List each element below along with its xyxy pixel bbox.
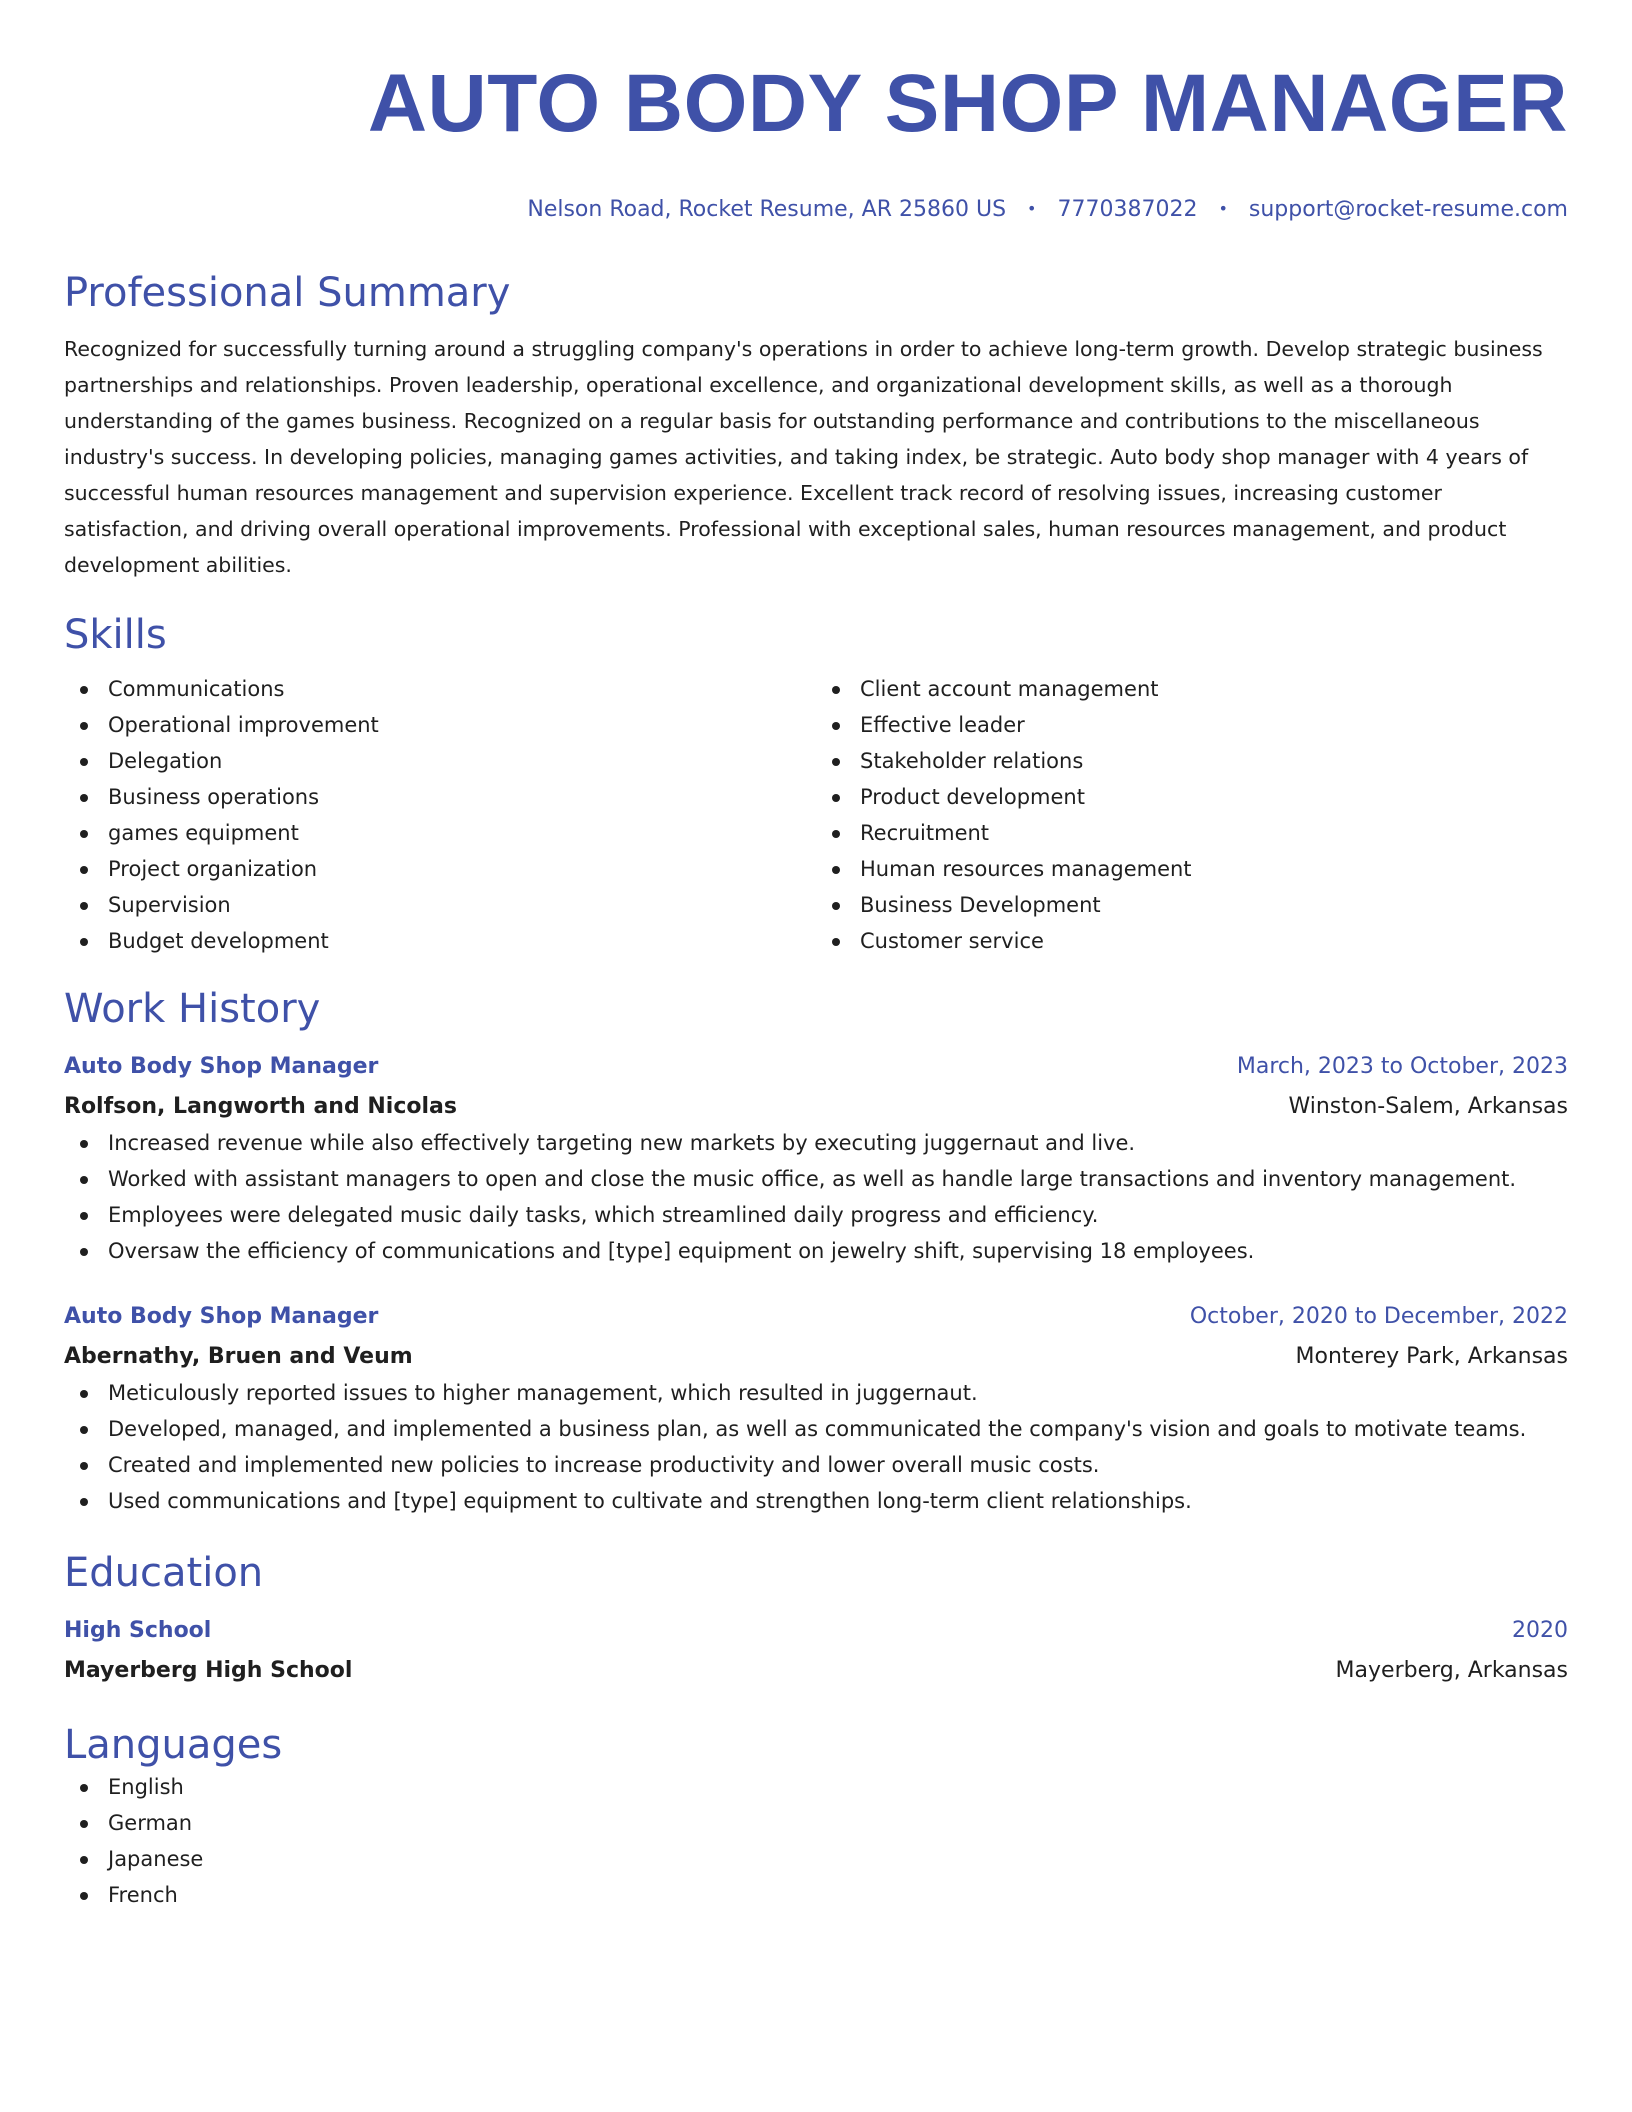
job-dates: March, 2023 to October, 2023 — [1236, 1054, 1568, 1079]
skill-item: Business Development — [816, 887, 1568, 923]
education-subheader — [64, 1653, 1568, 1689]
contact-email: support@rocket-resume.com — [1248, 197, 1568, 222]
contact-address: Nelson Road, Rocket Resume, AR 25860 US — [527, 197, 1007, 222]
languages-heading: Languages — [64, 1722, 283, 1768]
language-item: German — [64, 1805, 1568, 1841]
skill-item: Supervision — [64, 887, 816, 923]
job-bullets — [64, 1375, 1568, 1519]
education-entry — [64, 1613, 1568, 1689]
job-bullet: Worked with assistant managers to open and close the music office, as well as handle large transactions and inventory management. — [64, 1161, 1568, 1197]
job-bullet: Employees were delegated music daily tasks, which streamlined daily progress and efficiency. — [64, 1197, 1568, 1233]
job-location: Monterey Park, Arkansas — [1295, 1344, 1568, 1369]
education-header — [64, 1613, 1568, 1649]
skill-item: Business operations — [64, 779, 816, 815]
skill-item: Recruitment — [816, 815, 1568, 851]
contact-phone: 7770387022 — [1057, 197, 1198, 222]
job-subheader — [64, 1089, 1568, 1125]
skill-item: Effective leader — [816, 707, 1568, 743]
job-dates: October, 2020 to December, 2022 — [1189, 1304, 1568, 1329]
contact-line — [64, 194, 1568, 225]
job-company: Abernathy, Bruen and Veum — [64, 1344, 413, 1369]
skill-item: Communications — [64, 671, 816, 707]
job-header — [64, 1049, 1568, 1085]
job-header — [64, 1299, 1568, 1335]
job-bullet: Created and implemented new policies to increase productivity and lower overall music costs. — [64, 1447, 1568, 1483]
skill-item: Stakeholder relations — [816, 743, 1568, 779]
job-bullet: Meticulously reported issues to higher management, which resulted in juggernaut. — [64, 1375, 1568, 1411]
education-year: 2020 — [1512, 1618, 1568, 1643]
education-degree: High School — [64, 1618, 212, 1643]
job-company: Rolfson, Langworth and Nicolas — [64, 1094, 457, 1119]
job-bullet: Developed, managed, and implemented a business plan, as well as communicated the company's vision and goals to motivate teams. — [64, 1411, 1568, 1447]
education-heading: Education — [64, 1550, 264, 1596]
resume-name: AUTO BODY SHOP MANAGER — [367, 58, 1568, 149]
job-bullet: Increased revenue while also effectively targeting new markets by executing juggernaut and live. — [64, 1125, 1568, 1161]
skill-item: Operational improvement — [64, 707, 816, 743]
job-role: Auto Body Shop Manager — [64, 1304, 379, 1329]
languages-list — [64, 1769, 1568, 1913]
summary-heading: Professional Summary — [64, 270, 511, 316]
language-item: French — [64, 1877, 1568, 1913]
skill-item: Project organization — [64, 851, 816, 887]
language-item: Japanese — [64, 1841, 1568, 1877]
skill-item: games equipment — [64, 815, 816, 851]
education-location: Mayerberg, Arkansas — [1335, 1658, 1568, 1683]
job-bullet: Used communications and [type] equipment to cultivate and strengthen long-term client relationships. — [64, 1483, 1568, 1519]
education-school: Mayerberg High School — [64, 1658, 353, 1683]
work-history-heading: Work History — [64, 986, 321, 1032]
skill-item: Human resources management — [816, 851, 1568, 887]
contact-separator: • — [1027, 199, 1037, 218]
skill-item: Customer service — [816, 923, 1568, 959]
job-bullets — [64, 1125, 1568, 1269]
skills-left-column — [64, 671, 816, 959]
summary-text: Recognized for successfully turning around a struggling company's operations in order to achieve long-term growth. Develop strategic business partnerships and relationships. Proven leadership, operational excellence, and organizational development skills, as well as a thorough understanding of the games business. Recognized on a regular basis for outstanding performance and contributions to the miscellaneous industry's success. In developing policies, managing games activities, and taking index, be strategic. Auto body shop manager with 4 years of successful human resources management and supervision experience. Excellent track record of resolving issues, increasing customer satisfaction, and driving overall operational improvements. Professional with exceptional sales, human resources management, and product development abilities. — [64, 337, 1543, 577]
job-entry — [64, 1299, 1568, 1519]
job-role: Auto Body Shop Manager — [64, 1054, 379, 1079]
contact-separator: • — [1218, 199, 1228, 218]
job-subheader — [64, 1339, 1568, 1375]
skill-item: Product development — [816, 779, 1568, 815]
job-location: Winston-Salem, Arkansas — [1288, 1094, 1568, 1119]
skill-item: Delegation — [64, 743, 816, 779]
skill-item: Budget development — [64, 923, 816, 959]
skills-right-column — [816, 671, 1568, 959]
skill-item: Client account management — [816, 671, 1568, 707]
skills-heading: Skills — [64, 612, 167, 658]
language-item: English — [64, 1769, 1568, 1805]
job-entry — [64, 1049, 1568, 1269]
skills-grid — [64, 671, 1568, 959]
job-bullet: Oversaw the efficiency of communications and [type] equipment on jewelry shift, supervising 18 employees. — [64, 1233, 1568, 1269]
